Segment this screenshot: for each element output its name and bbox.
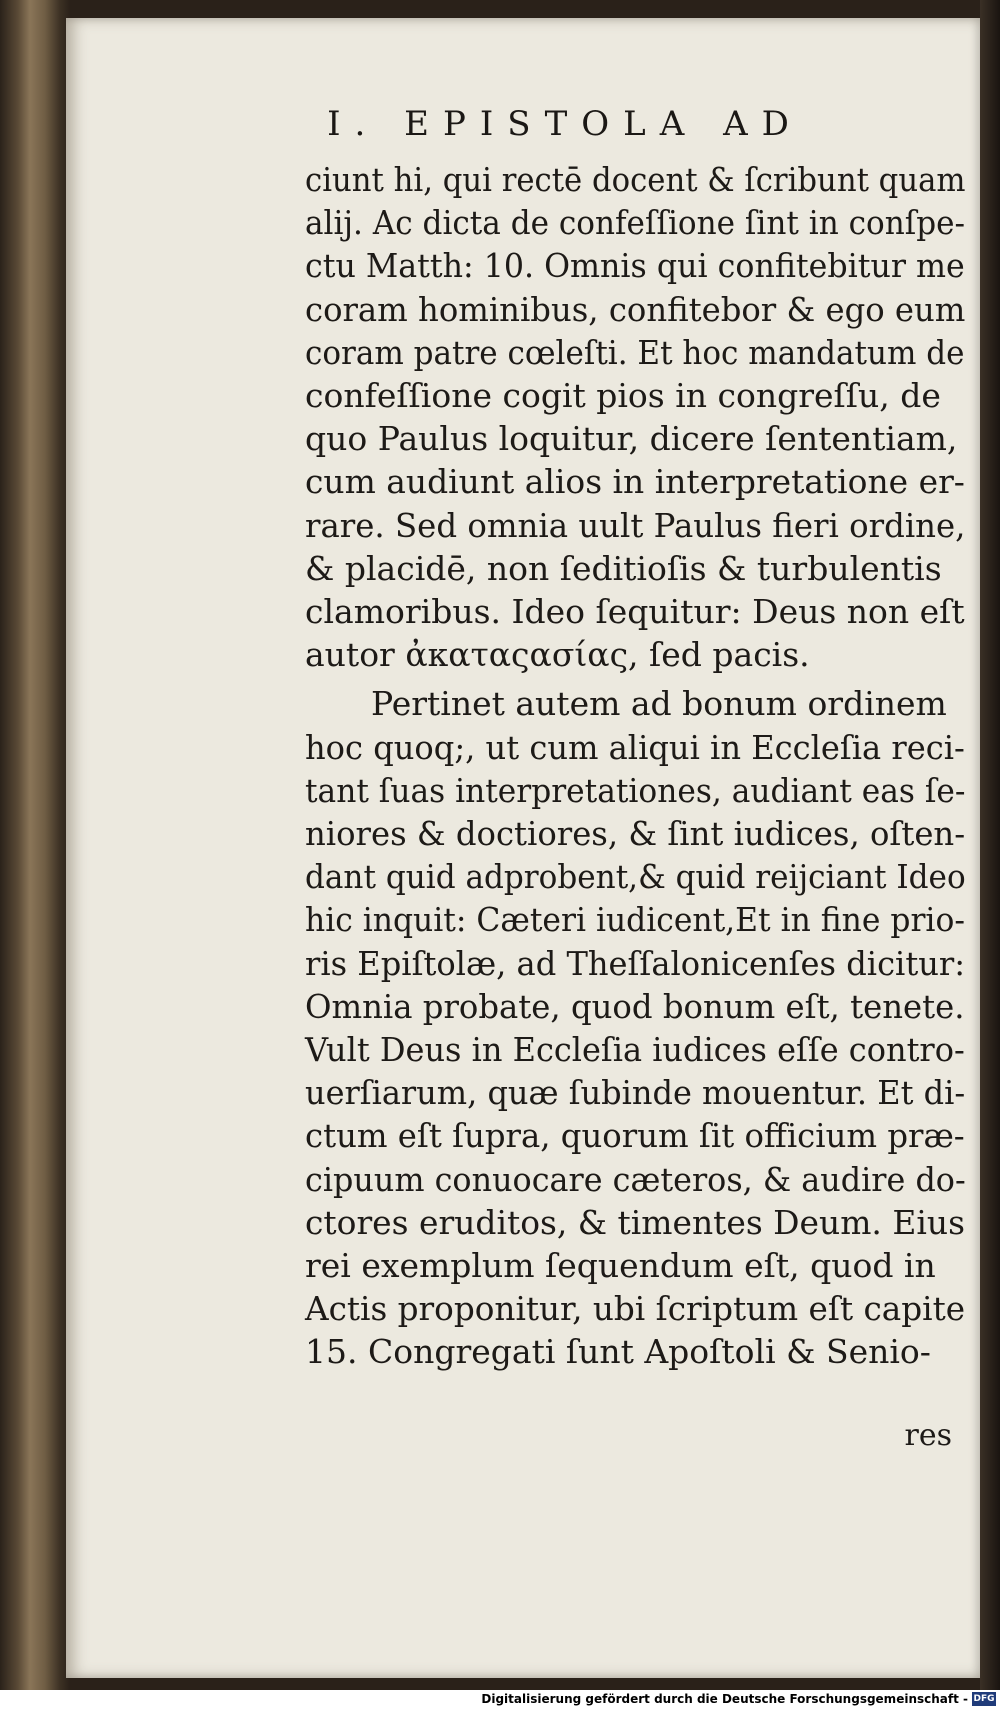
- text-line: Pertinet autem ad bonum ordinem: [371, 684, 947, 724]
- page-edge-shadow: [980, 0, 1000, 1690]
- text-line: & placidē, non ſeditioſis & turbulentis: [305, 548, 942, 588]
- text-line: ris Epiſtolæ, ad Theſſalonicenſes dicitur:: [305, 943, 966, 983]
- text-line: coram hominibus, confitebor & ego eum: [305, 289, 966, 329]
- catchword: res: [904, 1418, 952, 1453]
- text-line: rare. Sed omnia uult Paulus fieri ordine,: [305, 505, 966, 545]
- text-line: tant ſuas interpretationes, audiant eas ſe-: [305, 770, 966, 810]
- paragraph-1: [305, 158, 965, 676]
- text-line: ctores eruditos, & timentes Deum. Eius: [305, 1202, 965, 1242]
- text-line: Actis proponitur, ubi ſcriptum eſt capite: [305, 1289, 966, 1329]
- text-line: autor ἀκαταςασίας, ſed pacis.: [305, 635, 810, 675]
- running-head: I. EPISTOLA AD: [327, 104, 803, 144]
- text-line: niores & doctiores, & ſint iudices, oſten-: [305, 814, 966, 854]
- text-line: clamoribus. Ideo ſequitur: Deus non eſt: [305, 592, 965, 632]
- text-line: hic inquit: Cæteri iudicent,Et in fine prio-: [305, 900, 965, 940]
- text-line: confeſſione cogit pios in congreſſu, de: [305, 376, 941, 416]
- text-line: Omnia probate, quod bonum eſt, tenete.: [305, 986, 965, 1026]
- text-line: quo Paulus loquitur, dicere ſententiam,: [305, 419, 958, 459]
- text-line: ctu Matth: 10. Omnis qui confitebitur me: [305, 246, 965, 286]
- funding-credit: Digitalisierung gefördert durch die Deutsche Forschungsgemeinschaft -: [481, 1692, 968, 1706]
- text-line: ctum eſt ſupra, quorum ſit officium præ-: [305, 1116, 965, 1156]
- text-line: ciunt hi, qui rectē docent & ſcribunt quam: [305, 160, 966, 199]
- digitization-footer: [0, 1690, 1000, 1710]
- text-line: coram patre cœleſti. Et hoc mandatum de: [305, 332, 965, 372]
- text-line: Vult Deus in Eccleſia iudices eſſe contro-: [305, 1030, 965, 1070]
- text-line: dant quid adprobent,& quid reijciant Ideo: [305, 857, 966, 897]
- text-line: uerſiarum, quæ ſubinde mouentur. Et di-: [305, 1073, 966, 1113]
- text-line: rei exemplum ſequendum eſt, quod in: [305, 1246, 936, 1286]
- text-block: [305, 158, 965, 1374]
- dfg-logo-icon: DFG: [973, 1694, 995, 1704]
- text-line: 15. Congregati ſunt Apoſtoli & Senio-: [305, 1332, 931, 1372]
- paragraph-2: [305, 682, 965, 1373]
- text-line: alij. Ac dicta de confeſſione ſint in conſpe-: [305, 203, 966, 243]
- text-line: cum audiunt alios in interpretatione er-: [305, 462, 965, 502]
- text-line: hoc quoq;, ut cum aliqui in Eccleſia reci-: [305, 727, 965, 767]
- text-line: cipuum conuocare cæteros, & audire do-: [305, 1159, 966, 1199]
